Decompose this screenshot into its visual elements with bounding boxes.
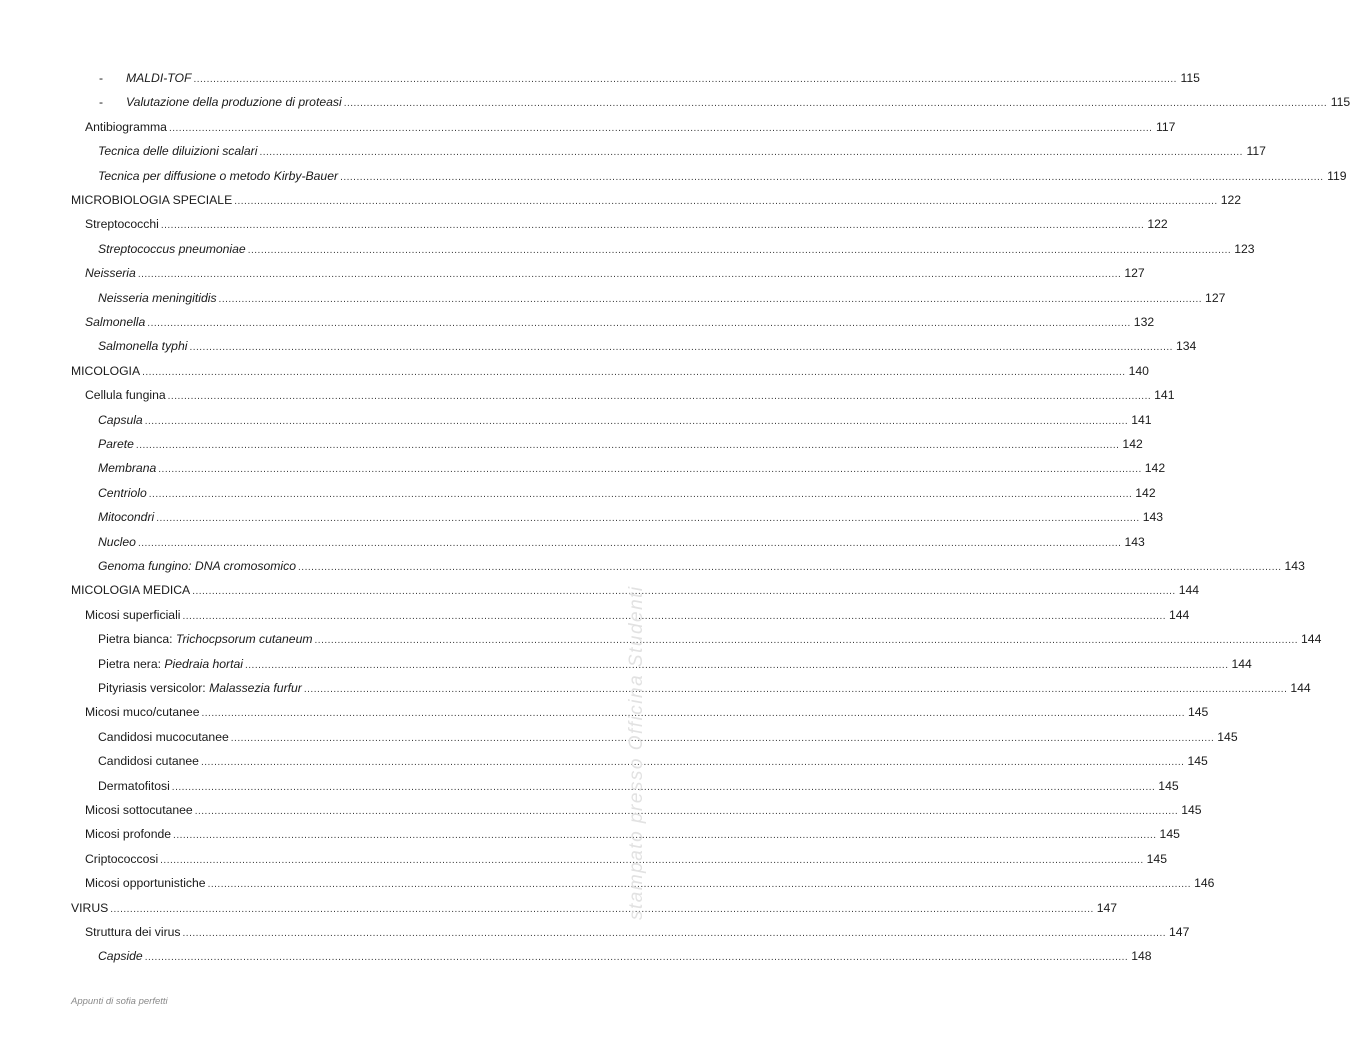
toc-entry-page-number: 145 — [1158, 778, 1179, 793]
toc-entry-label-text: Parete — [98, 437, 134, 451]
toc-leader-dots: ............................................................................................................................................................................................................................................................................................................ — [142, 366, 1126, 378]
toc-entry-label — [98, 727, 229, 747]
toc-leader-dots: ............................................................................................................................................................................................................................................................................................................ — [200, 757, 1185, 769]
toc-entry-page-number: 145 — [1217, 729, 1238, 744]
toc-entry-label-text: Pityriasis versicolor: — [98, 681, 210, 695]
toc-entry-label-text: Centriolo — [98, 485, 147, 500]
toc-leader-dots: ............................................................................................................................................................................................................................................................................................................ — [173, 830, 1157, 842]
toc-entry-label — [85, 605, 181, 625]
toc-entry[interactable] — [71, 898, 1118, 918]
toc-entry-label-text: Dermatofitosi — [98, 778, 170, 793]
toc-entry-label — [98, 458, 156, 478]
toc-leader-dots: ............................................................................................................................................................................................................................................................................................................ — [160, 854, 1144, 866]
toc-leader-dots: ............................................................................................................................................................................................................................................................................................................ — [182, 610, 1166, 622]
toc-entry-label-text: Neisseria — [85, 266, 136, 281]
toc-entry-label-text: Pietra nera: — [98, 656, 165, 671]
toc-entry[interactable] — [99, 92, 1350, 112]
toc-leader-dots: ............................................................................................................................................................................................................................................................................................................ — [168, 122, 1153, 134]
toc-entry-label — [71, 361, 140, 381]
toc-entry-label — [85, 800, 193, 820]
toc-entry-label — [98, 288, 217, 308]
toc-entry-page-number: 115 — [1330, 95, 1350, 110]
toc-leader-dots: ............................................................................................................................................................................................................................................................................................................ — [194, 806, 1179, 817]
toc-entry-label-species: Trichocpsorum cutaneum — [175, 632, 313, 647]
toc-leader-dots: ............................................................................................................................................................................................................................................................................................................ — [234, 196, 1218, 207]
toc-entry[interactable] — [98, 556, 1305, 576]
toc-entry-page-number: 119 — [1327, 168, 1347, 183]
toc-entry-label-species: Piedraia hortai — [164, 656, 243, 671]
watermark: stampato presso Officina Studenti — [626, 585, 647, 920]
toc-entry[interactable] — [71, 361, 1149, 381]
toc-leader-dots: ............................................................................................................................................................................................................................................................................................................ — [244, 659, 1229, 671]
toc-leader-dots: ............................................................................................................................................................................................................................................................................................................ — [230, 732, 1215, 744]
toc-leader-dots: ............................................................................................................................................................................................................................................................................................................ — [247, 244, 1232, 256]
toc-entry-page-number: 145 — [1159, 827, 1180, 842]
toc-entry-label-text: Capside — [98, 949, 143, 964]
toc-entry-label — [98, 629, 313, 649]
toc-entry-label — [71, 898, 108, 918]
toc-entry[interactable] — [85, 922, 1190, 942]
toc-entry-page-number: 142 — [1135, 485, 1156, 500]
toc-entry-label — [98, 654, 243, 674]
toc-leader-dots: ............................................................................................................................................................................................................................................................................................................ — [182, 928, 1167, 939]
toc-entry-page-number: 115 — [1180, 71, 1200, 85]
toc-leader-dots: ............................................................................................................................................................................................................................................................................................................ — [160, 220, 1145, 232]
toc-entry-label-text: Candidosi cutanee — [98, 754, 199, 769]
toc-entry-label-text: MALDI-TOF — [126, 71, 192, 85]
toc-entry[interactable] — [98, 288, 1226, 308]
toc-entry-page-number: 144 — [1231, 656, 1252, 671]
toc-entry-page-number: 145 — [1181, 803, 1202, 817]
toc-entry-page-number: 144 — [1290, 681, 1311, 695]
toc-entry-label — [98, 946, 143, 966]
toc-entry[interactable] — [98, 166, 1347, 186]
toc-leader-dots: ............................................................................................................................................................................................................................................................................................................ — [189, 342, 1173, 354]
toc-entry[interactable] — [99, 68, 1200, 88]
toc-entry[interactable] — [85, 117, 1176, 137]
toc-entry[interactable] — [98, 776, 1179, 796]
toc-entry-label-text: Cellula fungina — [85, 388, 166, 403]
toc-entry-label-text: MICOLOGIA MEDICA — [71, 583, 191, 598]
toc-entry-label-text: Pietra bianca: — [98, 632, 176, 647]
toc-entry-label-text: Criptococcosi — [85, 851, 159, 866]
toc-entry[interactable] — [98, 483, 1156, 503]
toc-entry-label-text: Capsula — [98, 412, 143, 427]
toc-leader-dots: ............................................................................................................................................................................................................................................................................................................ — [259, 147, 1243, 159]
toc-leader-dots: ............................................................................................................................................................................................................................................................................................................ — [314, 635, 1299, 647]
toc-entry-label-text: Neisseria meningitidis — [98, 290, 217, 305]
toc-entry-page-number: 142 — [1144, 461, 1166, 476]
toc-leader-dots: ............................................................................................................................................................................................................................................................................................................ — [148, 488, 1133, 500]
toc-leader-dots: ............................................................................................................................................................................................................................................................................................................ — [192, 586, 1176, 598]
toc-entry-label — [85, 263, 136, 283]
toc-entry-page-number: 148 — [1131, 949, 1152, 964]
toc-entry-label-text: Micosi superficiali — [85, 607, 181, 622]
toc-entry-page-number: 142 — [1122, 437, 1143, 451]
toc-entry-label — [85, 312, 145, 332]
toc-entry[interactable] — [85, 800, 1202, 820]
toc-entry-label-text: Valutazione della produzione di proteasi — [126, 95, 342, 110]
toc-leader-dots: ............................................................................................................................................................................................................................................................................................................ — [167, 391, 1152, 403]
toc-entry-label-species: Malassezia furfur — [209, 681, 302, 695]
toc-entry-page-number: 132 — [1133, 315, 1155, 329]
toc-entry[interactable] — [71, 190, 1242, 210]
toc-entry-label — [98, 556, 296, 576]
toc-leader-dots: ............................................................................................................................................................................................................................................................................................................ — [144, 415, 1129, 427]
toc-entry-label — [71, 580, 190, 600]
toc-entry-page-number: 127 — [1205, 290, 1226, 305]
toc-entry-label — [85, 117, 167, 137]
toc-leader-dots: ............................................................................................................................................................................................................................................................................................................ — [298, 562, 1282, 573]
toc-leader-dots: ............................................................................................................................................................................................................................................................................................................ — [137, 537, 1122, 549]
toc-entry-label-text: Tecnica per diffusione o metodo Kirby-Bauer — [98, 168, 339, 183]
page-footer: Appunti di sofia perfetti — [71, 996, 168, 1007]
toc-entry-page-number: 122 — [1147, 217, 1168, 232]
toc-leader-dots: ............................................................................................................................................................................................................................................................................................................ — [340, 171, 1324, 183]
toc-entry-label-text: Genoma fungino: DNA cromosomico — [98, 559, 297, 573]
toc-entry[interactable] — [98, 629, 1322, 649]
toc-leader-dots: ............................................................................................................................................................................................................................................................................................................ — [303, 684, 1288, 695]
toc-entry-page-number: 134 — [1175, 339, 1197, 354]
toc-entry-label — [98, 141, 257, 161]
toc-entry[interactable] — [98, 654, 1252, 674]
toc-entry[interactable] — [98, 141, 1266, 161]
toc-entry-label — [98, 678, 302, 698]
toc-leader-dots: ............................................................................................................................................................................................................................................................................................................ — [171, 781, 1156, 793]
toc-entry-label — [85, 873, 206, 893]
toc-leader-dots: ............................................................................................................................................................................................................................................................................................................ — [158, 464, 1142, 476]
toc-leader-dots: ............................................................................................................................................................................................................................................................................................................ — [147, 318, 1131, 329]
toc-entry-page-number: 140 — [1128, 363, 1149, 378]
toc-entry-page-number: 144 — [1169, 607, 1190, 622]
toc-entry-label-text: Mitocondri — [98, 510, 155, 525]
toc-leader-dots: ............................................................................................................................................................................................................................................................................................................ — [201, 708, 1185, 720]
toc-entry[interactable] — [85, 873, 1215, 893]
toc-entry-label — [98, 776, 170, 796]
toc-entry-page-number: 146 — [1194, 876, 1215, 891]
toc-entry[interactable] — [85, 824, 1180, 844]
toc-entry[interactable] — [85, 849, 1167, 869]
toc-entry-label-text: Salmonella typhi — [98, 339, 188, 354]
toc-entry-label-text: Streptococchi — [85, 217, 159, 232]
toc-entry-label — [85, 849, 158, 869]
toc-entry-label — [98, 166, 338, 186]
toc-entry-label — [85, 385, 166, 405]
toc-entry-dash: - — [99, 95, 104, 110]
toc-entry-label — [85, 824, 171, 844]
toc-entry-page-number: 143 — [1142, 510, 1164, 525]
toc-entry-page-number: 117 — [1246, 144, 1266, 159]
toc-leader-dots: ............................................................................................................................................................................................................................................................................................................ — [110, 903, 1094, 915]
toc-entry-page-number: 147 — [1096, 900, 1118, 915]
toc-entry-label — [126, 92, 342, 112]
toc-entry-label — [85, 922, 181, 942]
toc-entry-label — [71, 190, 232, 210]
toc-entry[interactable] — [98, 507, 1164, 527]
toc-entry-label — [98, 507, 154, 527]
toc-entry-label-text: Tecnica delle diluizioni scalari — [98, 144, 258, 159]
toc-entry-label-text: Nucleo — [98, 534, 136, 549]
toc-entry[interactable] — [98, 946, 1152, 966]
toc-entry-page-number: 145 — [1187, 705, 1209, 720]
toc-leader-dots: ............................................................................................................................................................................................................................................................................................................ — [135, 440, 1120, 451]
toc-entry[interactable] — [98, 434, 1143, 454]
toc-entry-label — [98, 434, 134, 454]
toc-entry-label — [98, 483, 147, 503]
toc-entry[interactable] — [85, 605, 1190, 625]
toc-entry-label — [85, 214, 159, 234]
toc-leader-dots: ............................................................................................................................................................................................................................................................................................................ — [144, 952, 1129, 964]
toc-entry-page-number: 123 — [1234, 241, 1255, 256]
toc-entry-label-text: Micosi sottocutanee — [85, 803, 193, 817]
toc-entry-page-number: 143 — [1284, 559, 1305, 573]
toc-entry-page-number: 117 — [1156, 119, 1176, 134]
toc-entry-label-text: Antibiogramma — [85, 119, 167, 134]
toc-entry-page-number: 144 — [1301, 632, 1322, 647]
toc-leader-dots: ............................................................................................................................................................................................................................................................................................................ — [137, 269, 1122, 281]
toc-entry[interactable] — [98, 751, 1208, 771]
toc-entry-label-text: MICROBIOLOGIA SPECIALE — [71, 193, 233, 207]
toc-leader-dots: ............................................................................................................................................................................................................................................................................................................ — [218, 293, 1203, 305]
toc-entry[interactable] — [85, 702, 1209, 722]
toc-entry[interactable] — [71, 580, 1200, 600]
toc-entry-page-number: 141 — [1131, 412, 1152, 427]
toc-entry-page-number: 143 — [1124, 534, 1145, 549]
toc-entry-label-text: Micosi profonde — [85, 827, 172, 842]
toc-leader-dots: ............................................................................................................................................................................................................................................................................................................ — [193, 74, 1177, 85]
toc-entry[interactable] — [85, 263, 1145, 283]
toc-entry-page-number: 145 — [1146, 851, 1167, 866]
toc-entry[interactable] — [85, 385, 1175, 405]
toc-entry-label-text: Membrana — [98, 461, 157, 476]
toc-entry[interactable] — [98, 410, 1152, 430]
toc-entry[interactable] — [85, 312, 1155, 332]
toc-entry-label-text: VIRUS — [71, 900, 109, 915]
toc-entry-label-text: Micosi opportunistiche — [85, 876, 206, 891]
toc-entry[interactable] — [98, 678, 1311, 698]
toc-entry-label — [98, 751, 199, 771]
toc-entry-label — [98, 410, 143, 430]
toc-entry-label-text: Streptococcus pneumoniae — [98, 241, 246, 256]
toc-entry-label — [126, 68, 191, 88]
toc-entry[interactable] — [98, 532, 1145, 552]
toc-entry-label — [98, 336, 187, 356]
toc-entry[interactable] — [85, 214, 1168, 234]
toc-leader-dots: ............................................................................................................................................................................................................................................................................................................ — [343, 98, 1328, 110]
toc-entry[interactable] — [98, 239, 1255, 259]
toc-leader-dots: ............................................................................................................................................................................................................................................................................................................ — [156, 513, 1140, 525]
toc-entry[interactable] — [98, 336, 1197, 356]
toc-entry-dash: - — [99, 71, 104, 85]
toc-entry-label — [98, 239, 246, 259]
toc-entry[interactable] — [98, 727, 1238, 747]
toc-entry-label-text: Struttura dei virus — [85, 925, 181, 939]
toc-entry-label-text: MICOLOGIA — [71, 363, 141, 378]
toc-entry-page-number: 144 — [1178, 583, 1200, 598]
toc-entry[interactable] — [98, 458, 1166, 478]
toc-entry-page-number: 122 — [1220, 193, 1242, 207]
toc-entry-label-text: Micosi muco/cutanee — [85, 705, 200, 720]
toc-entry-page-number: 145 — [1187, 754, 1208, 769]
toc-entry-label — [85, 702, 199, 722]
toc-entry-page-number: 141 — [1154, 388, 1175, 403]
toc-entry-label-text: Candidosi mucocutanee — [98, 729, 229, 744]
toc-entry-label — [98, 532, 136, 552]
toc-leader-dots: ............................................................................................................................................................................................................................................................................................................ — [207, 879, 1192, 891]
toc-entry-page-number: 127 — [1124, 266, 1145, 281]
toc-entry-page-number: 147 — [1169, 925, 1190, 939]
toc-entry-label-text: Salmonella — [85, 315, 146, 329]
